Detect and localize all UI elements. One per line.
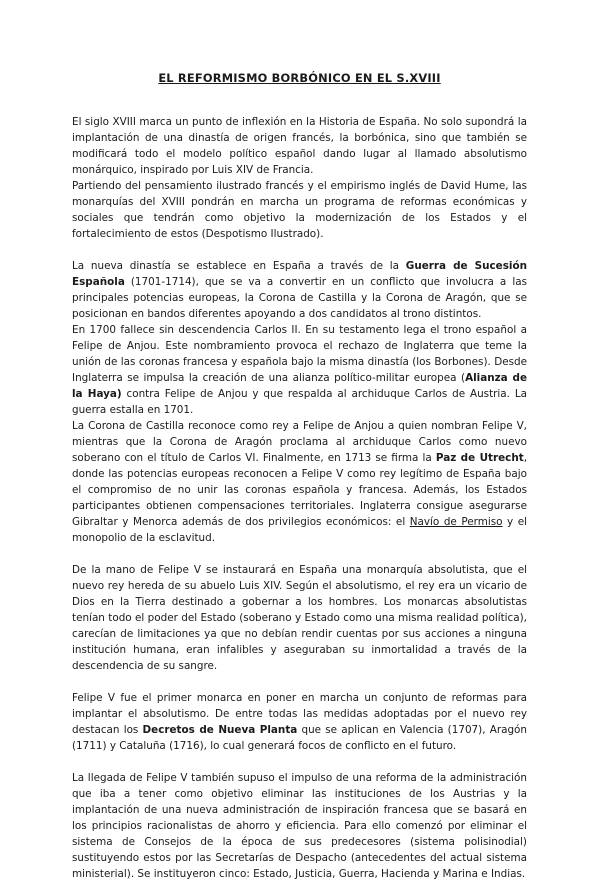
paragraph-administration: La llegada de Felipe V también supuso el impulso de una reforma de la administración que iba a tener como objetivo eliminar las instituciones de los Austrias y la implantación de una nueva administración de inspiración francesa que se basará en los principios racionalistas de ahorro y eficiencia. Para ello comenzó por eliminar el sistema de Consejos de la época de sus predecesores (sistema polisinodial) sustituyendo estos por las Secretarías de Despacho (antecedentes del actual sistema ministerial). Se instituyeron cinco: Estado, Justicia, Guerra, Hacienda y Marina e Indias. [72, 772, 527, 880]
spacer [72, 242, 527, 258]
term-guerra-sucesion: Guerra de Sucesión Española [72, 260, 528, 288]
paragraph-intro: El siglo XVIII marca un punto de inflexión en la Historia de España. No solo supondrá la implantación de una dinastía de origen francés, la borbónica, sino que también se modificará todo el modelo político español dando lugar al llamado absolutismo monárquico, inspirado por Luis XIV de Francia. [72, 116, 527, 176]
term-alianza-haya: Alianza de la Haya) [72, 372, 527, 400]
paragraph-carlos-ii: En 1700 fallece sin descendencia Carlos II. En su testamento lega el trono español a Felipe de Anjou. Este nombramiento provoca el rechazo de Inglaterra que teme la unión de las coronas francesa y española bajo la misma dinastía (los Borbones). Desde Inglaterra se impulsa la creación de una alianza político-militar europea (Alianza de la Haya) contra Felipe de Anjou y que respalda al archiduque Carlos de Austria. La guerra estalla en 1701. [72, 324, 527, 416]
term-paz-utrecht: Paz de Utrecht [435, 452, 524, 464]
term-decretos-nueva-planta: Decretos de Nueva Planta [142, 724, 298, 736]
paragraph-absolutism: De la mano de Felipe V se instaurará en España una monarquía absolutista, que el nuevo rey hereda de su abuelo Luis XIV. Según el absolutismo, el rey era un vicario de Dios en la Tierra destinado a gobernar a los hombres. Los monarcas absolutistas tenían todo el poder del Estado (soberano y Estado como una misma realidad política), carecían de limitaciones ya que no debían rendir cuentas por sus acciones a ninguna institución humana, eran infalibles y aseguraban su inmortalidad a través de la descendencia de su sangre. [72, 564, 527, 672]
document-page [72, 70, 527, 882]
spacer [72, 754, 527, 770]
paragraph-succession-war: La nueva dinastía se establece en España a través de la Guerra de Sucesión Española (1701-1714), que se va a convertir en un conflicto que involucra a las principales potencias europeas, la Corona de Castilla y la Corona de Aragón, que se posicionan en bandos diferentes apoyando a dos candidatos al trono distintos. [72, 260, 528, 320]
spacer [72, 674, 527, 690]
paragraph-utrecht: La Corona de Castilla reconoce como rey a Felipe de Anjou a quien nombran Felipe V, mientras que la Corona de Aragón proclama al archiduque Carlos como nuevo soberano con el título de Carlos VI. Finalmente, en 1713 se firma la Paz de Utrecht, donde las potencias europeas reconocen a Felipe V como rey legítimo de España bajo el compromiso de no unir las coronas española y francesa. Además, los Estados participantes obtienen compensaciones territoriales. Inglaterra consigue asegurarse Gibraltar y Menorca además de dos privilegios económicos: el Navío de Permiso y el monopolio de la esclavitud. [72, 420, 527, 544]
document-title: EL REFORMISMO BORBÓNICO EN EL S.XVIII [158, 71, 441, 85]
term-navio-permiso: Navío de Permiso [409, 516, 503, 528]
spacer [72, 546, 527, 562]
paragraph-nueva-planta: Felipe V fue el primer monarca en poner en marcha un conjunto de reformas para implantar el absolutismo. De entre todas las medidas adoptadas por el nuevo rey destacan los Decretos de Nueva Planta que se aplican en Valencia (1707), Aragón (1711) y Cataluña (1716), lo cual generará focos de conflicto en el futuro. [72, 692, 527, 752]
paragraph-enlightenment: Partiendo del pensamiento ilustrado francés y el empirismo inglés de David Hume, las monarquías del XVIII pondrán en marcha un programa de reformas económicas y sociales que tendrán como objetivo la modernización de los Estados y el fortalecimiento de estos (Despotismo Ilustrado). [72, 180, 527, 240]
